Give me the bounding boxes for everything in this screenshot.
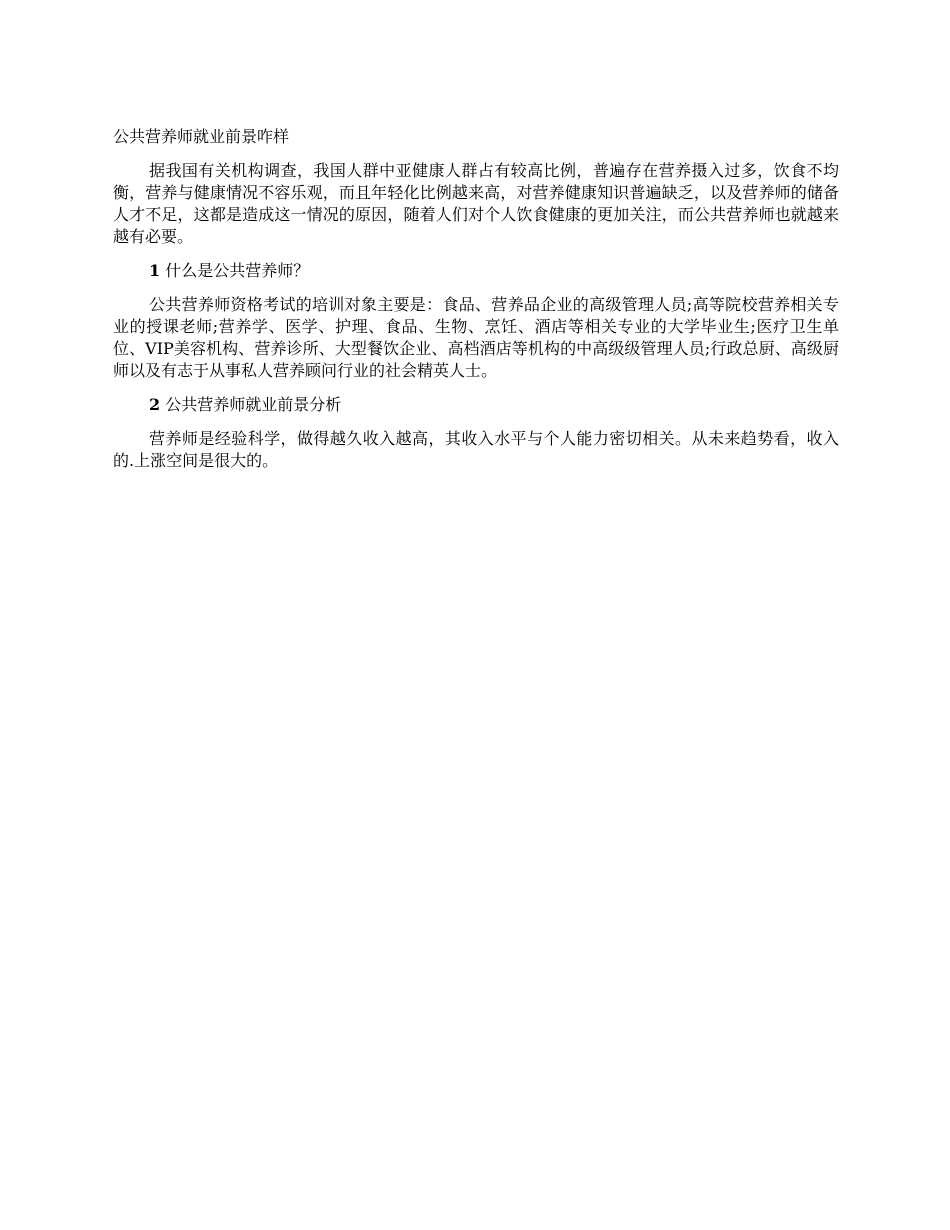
intro-paragraph: 据我国有关机构调查，我国人群中亚健康人群占有较高比例，普遍存在营养摄入过多，饮食不均衡，营养与健康情况不容乐观，而且年轻化比例越来高，对营养健康知识普遍缺乏，以及营养师的储备人才不足，这都是造成这一情况的原因，随着人们对个人饮食健康的更加关注，而公共营养师也就越来越有必要。 xyxy=(113,161,839,246)
section-1-number: 1 xyxy=(149,261,161,280)
section-2-title: 公共营养师就业前景分析 xyxy=(165,395,342,414)
section-2-heading xyxy=(113,394,839,416)
section-1-heading xyxy=(113,260,839,282)
section-1-paragraph: 公共营养师资格考试的培训对象主要是：食品、营养品企业的高级管理人员;高等院校营养相关专业的授课老师;营养学、医学、护理、食品、生物、烹饪、酒店等相关专业的大学毕业生;医疗卫生单位、VIP美容机构、营养诊所、大型餐饮企业、高档酒店等机构的中高级级管理人员;行政总厨、高级厨师以及有志于从事私人营养顾问行业的社会精英人士。 xyxy=(113,295,839,380)
section-2-number: 2 xyxy=(149,395,161,414)
section-2-paragraph: 营养师是经验科学，做得越久收入越高，其收入水平与个人能力密切相关。从未来趋势看，收入的.上涨空间是很大的。 xyxy=(113,429,839,470)
section-1-title: 什么是公共营养师？ xyxy=(165,261,310,280)
document-body xyxy=(113,126,839,484)
document-title: 公共营养师就业前景咋样 xyxy=(113,127,290,146)
